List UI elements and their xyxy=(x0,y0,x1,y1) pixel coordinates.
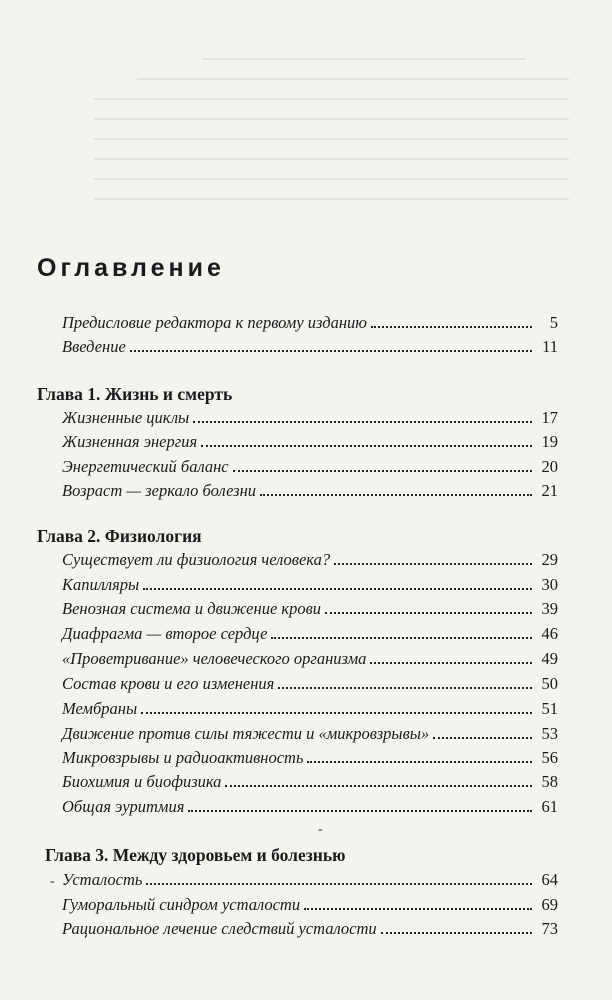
toc-entry[interactable] xyxy=(62,428,558,452)
toc-entry-label: Рациональное лечение следствий усталости xyxy=(62,919,377,938)
toc-entry-label: Микровзрывы и радиоактивность xyxy=(62,748,304,767)
toc-entry-page: 56 xyxy=(541,748,558,767)
dot-leader xyxy=(371,326,532,328)
toc-entry-page: 53 xyxy=(541,724,558,743)
toc-entry[interactable] xyxy=(62,645,558,669)
toc-entry-label: Капилляры xyxy=(62,575,140,594)
dot-leader xyxy=(334,563,532,565)
dot-leader xyxy=(130,350,532,352)
toc-entry-page: 64 xyxy=(541,870,558,889)
toc-entry-page: 5 xyxy=(549,313,558,332)
toc-entry-page: 39 xyxy=(541,599,558,618)
toc-entry-introduction[interactable] xyxy=(62,333,558,357)
toc-entry-page: 69 xyxy=(541,895,558,914)
toc-entry-page: 73 xyxy=(541,919,558,938)
bleed-through-text xyxy=(40,40,580,280)
dot-leader xyxy=(193,421,532,423)
toc-entry-page: 30 xyxy=(541,575,558,594)
dot-leader xyxy=(233,470,532,472)
toc-entry-page: 11 xyxy=(542,337,558,356)
dot-leader xyxy=(271,637,532,639)
dot-leader xyxy=(201,445,532,447)
toc-entry-page: 29 xyxy=(541,550,558,569)
toc-entry-label: Гуморальный синдром усталости xyxy=(62,895,301,914)
toc-entry-page: 58 xyxy=(541,772,558,791)
dot-leader xyxy=(260,494,532,496)
toc-entry-label: Движение против силы тяжести и «микровзрывы» xyxy=(62,724,430,743)
toc-entry-label: Состав крови и его изменения xyxy=(62,674,275,693)
toc-entry-label: Диафрагма — второе сердце xyxy=(62,624,268,643)
dot-leader xyxy=(143,588,532,590)
toc-entry-page: 20 xyxy=(541,457,558,476)
chapter-heading-3[interactable]: Глава 3. Между здоровьем и болезнью xyxy=(45,845,346,865)
toc-entry[interactable] xyxy=(62,620,558,644)
toc-entry[interactable] xyxy=(62,670,558,694)
toc-entry-page: 46 xyxy=(541,624,558,643)
toc-entry[interactable] xyxy=(62,744,558,768)
toc-entry[interactable] xyxy=(62,695,558,719)
dot-leader xyxy=(146,883,532,885)
chapter-heading-2[interactable]: Глава 2. Физиология xyxy=(37,526,202,546)
toc-entry-page: 50 xyxy=(541,674,558,693)
toc-entry-preface[interactable] xyxy=(62,309,558,333)
toc-entry-label: Мембраны xyxy=(62,699,138,718)
toc-entry[interactable] xyxy=(62,720,558,744)
dot-leader xyxy=(188,810,532,812)
toc-entry-label: Биохимия и биофизика xyxy=(62,772,222,791)
toc-entry-label: Введение xyxy=(62,337,126,356)
dot-leader xyxy=(370,662,532,664)
toc-entry-page: 51 xyxy=(541,699,558,718)
dot-leader xyxy=(433,737,532,739)
toc-entry-label: Энергетический баланс xyxy=(62,457,229,476)
toc-entry-label: Предисловие редактора к первому изданию xyxy=(62,313,367,332)
chapter-heading-1[interactable]: Глава 1. Жизнь и смерть xyxy=(37,384,233,404)
toc-entry[interactable] xyxy=(62,793,558,817)
toc-entry-label: Венозная система и движение крови xyxy=(62,599,322,618)
toc-entry-page: 49 xyxy=(541,649,558,668)
toc-entry-page: 19 xyxy=(541,432,558,451)
toc-entry-page: 61 xyxy=(541,797,558,816)
dot-leader xyxy=(225,785,532,787)
toc-entry-label: Существует ли физиология человека? xyxy=(62,550,331,569)
print-mark: - xyxy=(50,874,55,889)
toc-entry[interactable] xyxy=(62,546,558,570)
toc-entry[interactable] xyxy=(62,453,558,477)
toc-entry[interactable] xyxy=(62,915,558,939)
toc-entry-label: Возраст — зеркало болезни xyxy=(62,481,257,500)
toc-entry[interactable] xyxy=(62,477,558,501)
toc-entry[interactable] xyxy=(62,571,558,595)
print-mark: ‐ xyxy=(318,822,323,837)
dot-leader xyxy=(304,908,532,910)
toc-entry[interactable] xyxy=(62,404,558,428)
dot-leader xyxy=(325,612,532,614)
toc-entry-label: «Проветривание» человеческого организма xyxy=(62,649,367,668)
dot-leader xyxy=(278,687,532,689)
toc-entry-label: Общая эуритмия xyxy=(62,797,185,816)
toc-entry[interactable] xyxy=(62,595,558,619)
toc-entry[interactable] xyxy=(62,768,558,792)
dot-leader xyxy=(381,932,532,934)
toc-entry-label: Усталость xyxy=(62,870,143,889)
toc-entry-page: 17 xyxy=(541,408,558,427)
dot-leader xyxy=(141,712,532,714)
toc-entry-label: Жизненная энергия xyxy=(62,432,198,451)
toc-entry[interactable] xyxy=(62,891,558,915)
toc-entry[interactable] xyxy=(62,866,558,890)
page-title: Оглавление xyxy=(37,254,225,282)
toc-entry-label: Жизненные циклы xyxy=(62,408,190,427)
toc-entry-page: 21 xyxy=(541,481,558,500)
dot-leader xyxy=(307,761,532,763)
